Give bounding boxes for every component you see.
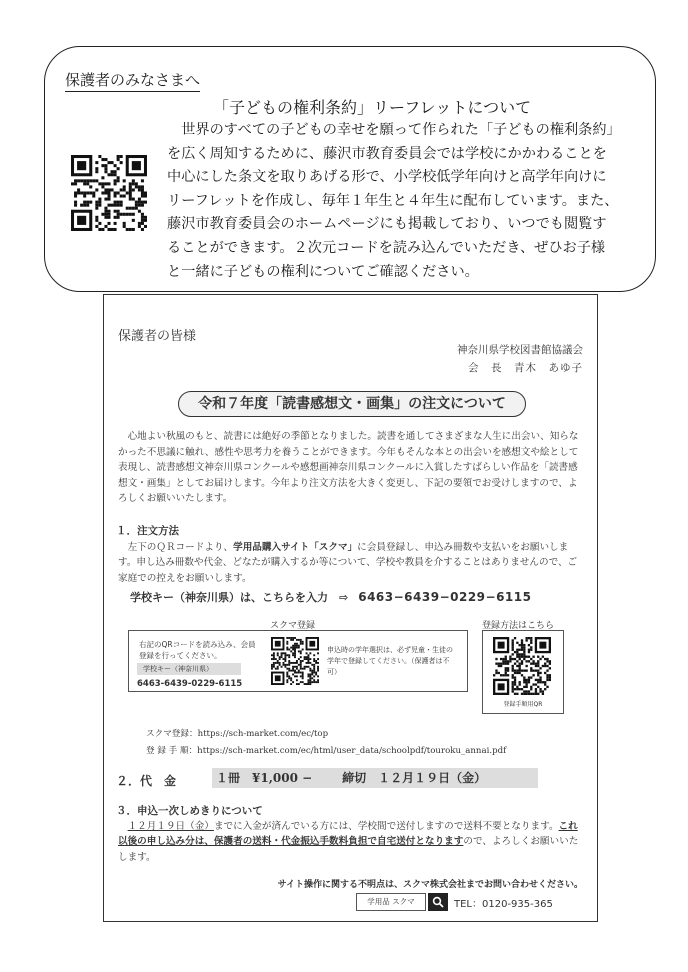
notice-line: を広く周知するために、藤沢市教育委員会では学校にかかわることを: [167, 145, 607, 162]
chair-name: 会 長 青木 あゆ子: [468, 362, 583, 374]
notice-title: 「子どもの権利条約」リーフレットについて: [213, 98, 532, 117]
section1-body: [118, 540, 584, 586]
sukuma-box-title: スクマ登録: [270, 621, 316, 631]
school-key-line: [130, 589, 531, 605]
notice-heading: 保護者のみなさまへ: [65, 69, 200, 92]
section1-pre: 左下のＱＲコードより、: [127, 542, 234, 553]
section3-text1: までに入金が済んでいる方には、学校間で送付しますので送料不要となります。: [213, 821, 559, 832]
sukuma-instruction: 右記のQRコードを読み込み、会員登録を行ってください。: [139, 640, 256, 660]
register-guide-box: [482, 630, 564, 714]
school-key-value: 6463−6439−0229−6115: [358, 590, 532, 604]
school-key-label: 学校キー（神奈川県）は、こちらを入力 ⇨: [130, 591, 349, 604]
deadline-date: １２月１９日（金）: [127, 821, 214, 832]
notice-box: [44, 46, 656, 292]
sukuma-site-name: 学用品購入サイト「スクマ」: [233, 542, 358, 553]
notice-line: リーフレットを作成し、毎年１年生と４年生に配布しています。また、: [167, 192, 619, 209]
sukuma-qr-icon[interactable]: [271, 637, 319, 685]
flyer-title: 令和７年度「読書感想文・画集」の注文について: [178, 391, 526, 417]
notice-line: 中心にした条文を取りあげる形で、小学校低学年向けと高学年向けに: [167, 169, 607, 186]
register-box-title: 登録方法はこちら: [482, 621, 555, 631]
school-key-number: 6463-6439-0229-6115: [137, 679, 243, 689]
section3-body: [118, 819, 584, 865]
section3-title: ３．申込一次しめきりについて: [116, 805, 263, 817]
qr-code-icon[interactable]: [71, 155, 147, 231]
notice-line: 世界のすべての子どもの幸せを願って作られた「子どもの権利条約」: [181, 122, 621, 138]
section1-title: １．注文方法: [116, 525, 179, 537]
sukuma-register-url[interactable]: スクマ登録：https://sch-market.com/ec/top: [146, 729, 329, 739]
register-qr-caption: 登録手順用QR: [503, 701, 543, 708]
association-name: 神奈川県学校図書館協議会: [457, 344, 583, 356]
order-flyer: [103, 294, 598, 922]
flyer-intro: 心地よい秋風のもと、読書には絶好の季節となりました。読書を通してさまざまな人生に出会い、知らなかった不思議に触れ、感性や思考力を養うことができます。今年もそんな本との出会いを感想文や絵として表現し、読書感想文神奈川県コンクールや感想画神奈川県コンクールに入賞したすばらしい作品を「読書感想文・画集」としてお届けします。今年より注文方法を大きく変更し、下記の要領でお受けしますので、よろしくお願いいたします。: [118, 431, 579, 505]
school-key-badge: 学校キー（神奈川県）: [137, 663, 241, 675]
section3-text2: ので、よろしくお願いいたします。: [118, 836, 579, 863]
price-bar: [212, 768, 538, 788]
price-value: １冊 ¥1,000 −: [216, 771, 313, 785]
flyer-greeting: 保護者の皆様: [118, 329, 197, 344]
search-keyword-badge: 学用品 スクマ: [356, 893, 426, 911]
section1-post: に会員登録し、申込み冊数や支払いをお願いします。申し込み冊数や代金、どなたが購入するか等について、学校や教員を介することはありませんので、ご家庭での控えをお願いします。: [118, 542, 578, 584]
contact-note: サイト操作に関する不明点は、スクマ株式会社までお問い合わせください。: [277, 880, 583, 890]
sukuma-register-box: [128, 630, 468, 692]
register-guide-url[interactable]: 登 録 手 順：https://sch-market.com/ec/html/user_data/schoolpdf/touroku_annai.pdf: [146, 746, 507, 756]
late-order-note: これ以後の申し込み分は、保護者の送料・代金振込手数料負担で自宅送付となります: [118, 821, 578, 848]
register-guide-qr-icon[interactable]: [493, 637, 551, 695]
deadline: 締切 １２月１９日（金）: [342, 771, 487, 785]
price-label: ２．代 金: [116, 774, 177, 788]
notice-body: [167, 119, 643, 284]
search-icon: [428, 893, 448, 911]
telephone: TEL：0120-935-365: [454, 899, 553, 910]
grade-note: 申込時の学年選択は、必ず児童・生徒の学年で登録してください。（保護者は不可）: [327, 646, 453, 676]
notice-line: 藤沢市教育委員会のホームページにも掲載しており、いつでも閲覧す: [167, 216, 607, 233]
notice-line: ることができます。２次元コードを読み込んでいただき、ぜひお子様: [167, 239, 606, 256]
notice-line: と一緒に子どもの権利についてご確認ください。: [167, 263, 479, 280]
